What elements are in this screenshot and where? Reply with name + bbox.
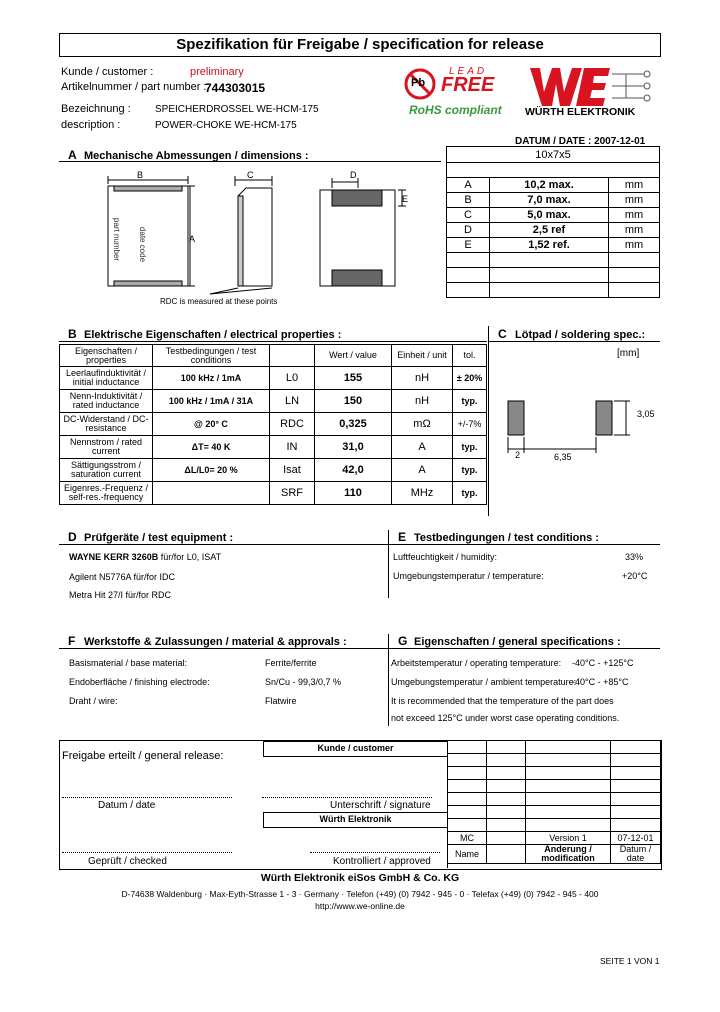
material-value: Flatwire <box>265 696 297 706</box>
section-g-title: Eigenschaften / general specifications : <box>414 636 621 648</box>
section-e-letter: E <box>398 530 407 544</box>
material-label: Endoberfläche / finishing electrode: <box>69 677 210 687</box>
date-label: DATUM / DATE : 2007-12-01 <box>515 136 646 147</box>
equipment-item: Agilent N5776A für/for IDC <box>69 572 176 582</box>
table-row: D 2,5 ref mm <box>447 223 660 238</box>
section-c-rule <box>488 341 660 342</box>
table-row: B 7,0 max. mm <box>447 193 660 208</box>
pb-text: Pb <box>411 77 426 89</box>
table-row: Nennstrom / rated current ΔT= 40 K IN 31,0 A typ. <box>60 436 487 459</box>
pad-gap: 6,35 <box>554 452 572 462</box>
table-row: Nenn-Induktivität / rated inductance 100 kHz / 1mA / 31A LN 150 nH typ. <box>60 390 487 413</box>
material-label: Basismaterial / base material: <box>69 658 188 668</box>
table-row <box>447 253 660 268</box>
table-row: Leerlaufinduktivität / initial inductance 100 kHz / 1mA L0 155 nH ± 20% <box>60 367 487 390</box>
pad-width: 2 <box>515 450 521 460</box>
partnum-label: Artikelnummer / part number : <box>61 81 207 93</box>
general-release-label: Freigabe erteilt / general release: <box>62 750 224 762</box>
spec-value: -40°C - +125°C <box>572 658 634 668</box>
revision-table <box>447 740 661 864</box>
humidity-value: 33% <box>625 552 644 562</box>
solder-pad-drawing <box>500 395 650 465</box>
footer-company: Würth Elektronik eiSos GmbH & Co. KG <box>260 872 460 884</box>
dim-label-b: B <box>137 170 144 180</box>
section-a-letter: A <box>68 148 77 162</box>
section-d-letter: D <box>68 530 77 544</box>
table-row: C 5,0 max. mm <box>447 208 660 223</box>
section-f-title: Werkstoffe & Zulassungen / material & approvals : <box>84 636 347 648</box>
table-row: DC-Widerstand / DC-resistance @ 20° C RDC 0,325 mΩ +/-7% <box>60 413 487 436</box>
section-de-rule <box>59 544 660 545</box>
signature-label: Unterschrift / signature <box>330 800 431 811</box>
section-a-title: Mechanische Abmessungen / dimensions : <box>84 150 309 162</box>
equipment-item: Metra Hit 27/I für/for RDC <box>69 590 172 600</box>
section-c-title: Lötpad / soldering spec.: <box>515 329 646 341</box>
date-label-release: Datum / date <box>98 800 156 811</box>
spec-value: -40°C - +85°C <box>572 677 629 687</box>
signature-line <box>262 797 432 798</box>
section-e-title: Testbedingungen / test conditions : <box>414 532 599 544</box>
humidity-label: Luftfeuchtigkeit / humidity: <box>393 552 498 562</box>
material-label: Draht / wire: <box>69 696 118 706</box>
section-f-letter: F <box>68 634 76 648</box>
footer-address: D-74638 Waldenburg · Max-Eyth-Strasse 1 - 3 · Germany · Telefon (+49) (0) 7942 - 945 - 0 · Telefax (+49) (0) 7942 - 945 - 400 <box>121 889 599 899</box>
dim-label-c: C <box>247 170 254 180</box>
checked-label: Geprüft / checked <box>88 856 167 867</box>
equipment-item: WAYNE KERR 3260B für/for L0, ISAT <box>69 552 222 562</box>
section-c-letter: C <box>498 327 507 341</box>
approved-label: Kontrolliert / approved <box>333 856 431 867</box>
table-row <box>447 283 660 298</box>
rohs-text: RoHS compliant <box>409 103 502 117</box>
spec-note: It is recommended that the temperature of the part does <box>391 696 614 706</box>
bez-label: Bezeichnung : <box>61 103 131 115</box>
temperature-value: +20°C <box>622 571 648 581</box>
approved-line <box>310 852 440 853</box>
rdc-note: RDC is measured at these points <box>160 297 278 306</box>
spec-label: Arbeitstemperatur / operating temperature: <box>391 658 562 668</box>
section-b-rule <box>59 341 487 342</box>
customer-label: Kunde / customer : <box>61 66 154 78</box>
page-title: Spezifikation für Freigabe / specification for release <box>176 36 544 53</box>
spec-label: Umgebungstemperatur / ambient temperature: <box>391 677 577 687</box>
mm-unit: [mm] <box>617 348 640 359</box>
desc-value: POWER-CHOKE WE-HCM-175 <box>155 120 297 131</box>
lead-text: LEAD <box>449 66 488 77</box>
date-line <box>62 797 232 798</box>
partnum-value: 744303015 <box>205 81 266 95</box>
table-row: Name Änderung / modification Datum / date <box>448 845 661 864</box>
material-value: Ferrite/ferrite <box>265 658 317 668</box>
spec-note: not exceed 125°C under worst case operating conditions. <box>391 713 620 723</box>
section-fg-rule <box>59 648 660 649</box>
customer-header: Kunde / customer <box>317 743 394 753</box>
section-de-divider <box>388 530 389 598</box>
section-g-letter: G <box>398 634 408 648</box>
customer-value: preliminary <box>190 66 244 78</box>
table-row: A 10,2 max. mm <box>447 178 660 193</box>
dimensions-table <box>446 146 660 298</box>
table-row: Sättigungsstrom / saturation current ΔL/L0= 20 % Isat 42,0 A typ. <box>60 459 487 482</box>
table-row: MC Version 1 07-12-01 <box>448 832 661 845</box>
footer-url: http://www.we-online.de <box>315 901 405 911</box>
checked-line <box>62 852 232 853</box>
size-cell: 10x7x5 <box>447 147 660 163</box>
date-code-label: date code <box>138 226 148 263</box>
section-b-title: Elektrische Eigenschaften / electrical properties : <box>84 329 342 341</box>
temperature-label: Umgebungstemperatur / temperature: <box>393 571 544 581</box>
wurth-logo-text: WÜRTH ELEKTRONIK <box>525 106 636 118</box>
dim-label-d: D <box>350 170 357 180</box>
section-b-letter: B <box>68 327 77 341</box>
dim-label-a: A <box>189 234 196 244</box>
dim-label-e: E <box>402 194 409 204</box>
desc-label: description : <box>61 119 121 131</box>
section-fg-divider <box>388 634 389 726</box>
pad-height: 3,05 <box>637 409 655 419</box>
bez-value: SPEICHERDROSSEL WE-HCM-175 <box>155 104 319 115</box>
we-header: Würth Elektronik <box>319 814 392 824</box>
table-row: Eigenres.-Frequenz / self-res.-frequency SRF 110 MHz typ. <box>60 482 487 505</box>
page-number: SEITE 1 VON 1 <box>600 956 660 966</box>
table-row <box>447 268 660 283</box>
table-row: E 1,52 ref. mm <box>447 238 660 253</box>
part-number-label: part number <box>112 217 122 262</box>
blank-cell <box>447 163 660 178</box>
section-d-title: Prüfgeräte / test equipment : <box>84 532 234 544</box>
mechanical-drawing <box>100 166 420 314</box>
material-value: Sn/Cu - 99,3/0,7 % <box>265 677 342 687</box>
free-text: FREE <box>441 74 495 96</box>
section-c-divider <box>488 326 489 516</box>
electrical-table: Eigenschaften / properties Testbedingungen / test conditions Wert / value Einheit / unit tol. Leerlaufinduktivität / initial inductance 100 kHz / 1mA L0 155 nH ± 20% Nenn-Induktivität / rated inductance 100 kHz / 1mA / 31A LN 150 nH typ. DC-Widerstand / DC-resistance @ 20° C RDC 0,325 mΩ +/-7% Nennstrom / rated current ΔT= 40 K IN 31,0 A typ. Sättigungsstrom / saturation current ΔL/L0= 20 % Isat 42,0 A typ. Eigenres.-Frequenz / self-res.-frequency SRF 110 MHz typ. <box>59 344 487 505</box>
lead-free-logo <box>403 66 513 102</box>
